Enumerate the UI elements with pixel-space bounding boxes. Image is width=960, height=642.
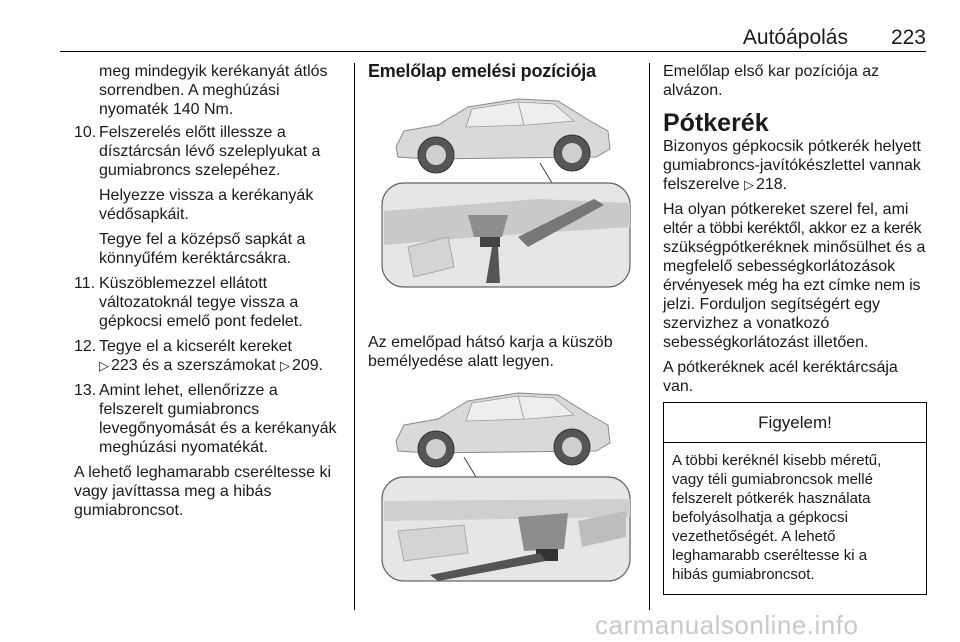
header-title: Autóápolás	[742, 26, 848, 49]
text-line: Helyezze vissza a kerékanyák	[99, 187, 314, 204]
step-10-note-1	[76, 186, 348, 224]
text-line: alvázon.	[663, 82, 723, 99]
text-line: Felszerelés előtt illessze a	[99, 124, 286, 141]
text-line: védősapkáit.	[99, 206, 189, 223]
text-line: gumiabroncsot.	[74, 502, 184, 519]
watermark: carmanualsonline.info	[595, 610, 859, 640]
text-line: Az emelőpad hátsó karja a küszöb	[368, 334, 613, 351]
step-13	[76, 381, 348, 457]
intro-paragraph	[663, 62, 929, 100]
text-line: leghamarabb cseréltesse ki a	[672, 547, 868, 564]
spare-wheel-paragraph-1	[663, 137, 929, 194]
step-10	[76, 123, 348, 180]
page-ref-link[interactable]: 209.	[291, 357, 324, 374]
text-line: meg mindegyik kerékanyát átlós	[99, 63, 328, 80]
text-line: A többi keréknél kisebb méretű,	[672, 452, 882, 469]
text-line: jelzi. Forduljon segítségért egy	[663, 296, 880, 313]
text-line: vezethetőségét. A lehető	[672, 528, 836, 545]
text-line: Tegye el a kicserélt kereket	[99, 338, 292, 355]
spare-wheel-paragraph-3	[663, 358, 929, 396]
triangle-right-icon: ▷	[743, 177, 754, 192]
warning-title: Figyelem!	[664, 403, 926, 443]
page-ref-link[interactable]: 218.	[755, 176, 788, 193]
figure-front-lift-point	[368, 381, 632, 593]
text-line: befolyásolhatja a gépkocsi	[672, 509, 848, 526]
text-line: érvényesek még ha ezt címke nem is	[663, 277, 921, 294]
section-heading: Emelőlap emelési pozíciója	[368, 61, 596, 81]
spare-wheel-paragraph-2	[663, 200, 929, 352]
header-rule	[60, 51, 926, 52]
page-ref-link[interactable]: 223 és a szerszámokat	[111, 357, 276, 374]
step-12	[76, 337, 348, 375]
text-line: Amint lehet, ellenőrizze a	[99, 382, 278, 399]
step-10-note-2	[76, 230, 348, 268]
column-3	[663, 62, 929, 595]
continued-step-text	[76, 62, 348, 119]
text-line: Küszöblemezzel ellátott	[99, 275, 268, 292]
page-number: 223	[890, 26, 926, 49]
text-line: vagy téli gumiabroncsok mellé	[672, 471, 873, 488]
text-line: megfelelő sebességkorlátozások	[663, 258, 896, 275]
text-line: gépkocsi emelő pont fedelet.	[99, 313, 303, 330]
text-line	[99, 356, 348, 375]
section-title: Pótkerék	[663, 109, 769, 137]
column-2	[368, 62, 636, 593]
text-line: szükségpótkeréknek minősülhet és a	[663, 239, 926, 256]
text-line: eltér a többi keréktől, akkor ez a kerék	[663, 220, 922, 237]
column-1	[76, 62, 348, 526]
text-line: gumiabroncs-javítókészlettel vannak	[663, 157, 921, 174]
text-line: meghúzási nyomatékát.	[99, 439, 268, 456]
text-line: sebességkorlátozást illetően.	[663, 334, 869, 351]
step-11	[76, 274, 348, 331]
text-line: szervizhez a vonatkozó	[663, 315, 830, 332]
text-line: vagy javíttassa meg a hibás	[74, 483, 272, 500]
figure-rear-lift-point	[368, 87, 632, 299]
figure-caption	[368, 333, 636, 371]
text-line: változatoknál tegye vissza a	[99, 294, 299, 311]
column-divider	[354, 63, 355, 610]
text-span: felszerelve	[663, 176, 740, 193]
text-line: nyomaték 140 Nm.	[99, 101, 234, 118]
text-line: gumiabroncs szelepéhez.	[99, 162, 281, 179]
text-line: van.	[663, 378, 694, 395]
text-line: Tegye fel a középső sapkát a	[99, 231, 306, 248]
text-line: A lehető leghamarabb cseréltesse ki	[74, 464, 332, 481]
step-number: 13.	[74, 382, 97, 399]
text-line: felszerelt pótkerék használata	[672, 490, 871, 507]
car-lift-illustration	[368, 381, 632, 593]
text-line: hibás gumiabroncsot.	[672, 566, 815, 583]
column-divider	[649, 63, 650, 610]
warning-text	[664, 443, 926, 594]
step-number: 10.	[74, 124, 97, 141]
text-line: Bizonyos gépkocsik pótkerék helyett	[663, 138, 921, 155]
text-line: bemélyedése alatt legyen.	[368, 353, 554, 370]
step-number: 12.	[74, 338, 97, 355]
text-line: felszerelt gumiabroncs	[99, 401, 260, 418]
closing-paragraph	[74, 463, 348, 520]
text-line: Emelőlap első kar pozíciója az	[663, 63, 880, 80]
triangle-right-icon: ▷	[279, 358, 290, 373]
triangle-right-icon: ▷	[99, 358, 109, 373]
text-line: Ha olyan pótkereket szerel fel, ami	[663, 201, 909, 218]
warning-box	[663, 402, 927, 595]
text-line: levegőnyomását és a kerékanyák	[99, 420, 337, 437]
text-line	[663, 175, 929, 194]
text-line: dísztárcsán lévő szeleplyukat a	[99, 143, 321, 160]
page-header	[60, 26, 926, 52]
text-line: A pótkeréknek acél keréktárcsája	[663, 359, 898, 376]
text-line: sorrendben. A meghúzási	[99, 82, 280, 99]
step-number: 11.	[74, 275, 96, 292]
car-lift-illustration	[368, 87, 632, 299]
text-line: könnyűfém keréktárcsákra.	[99, 250, 292, 267]
